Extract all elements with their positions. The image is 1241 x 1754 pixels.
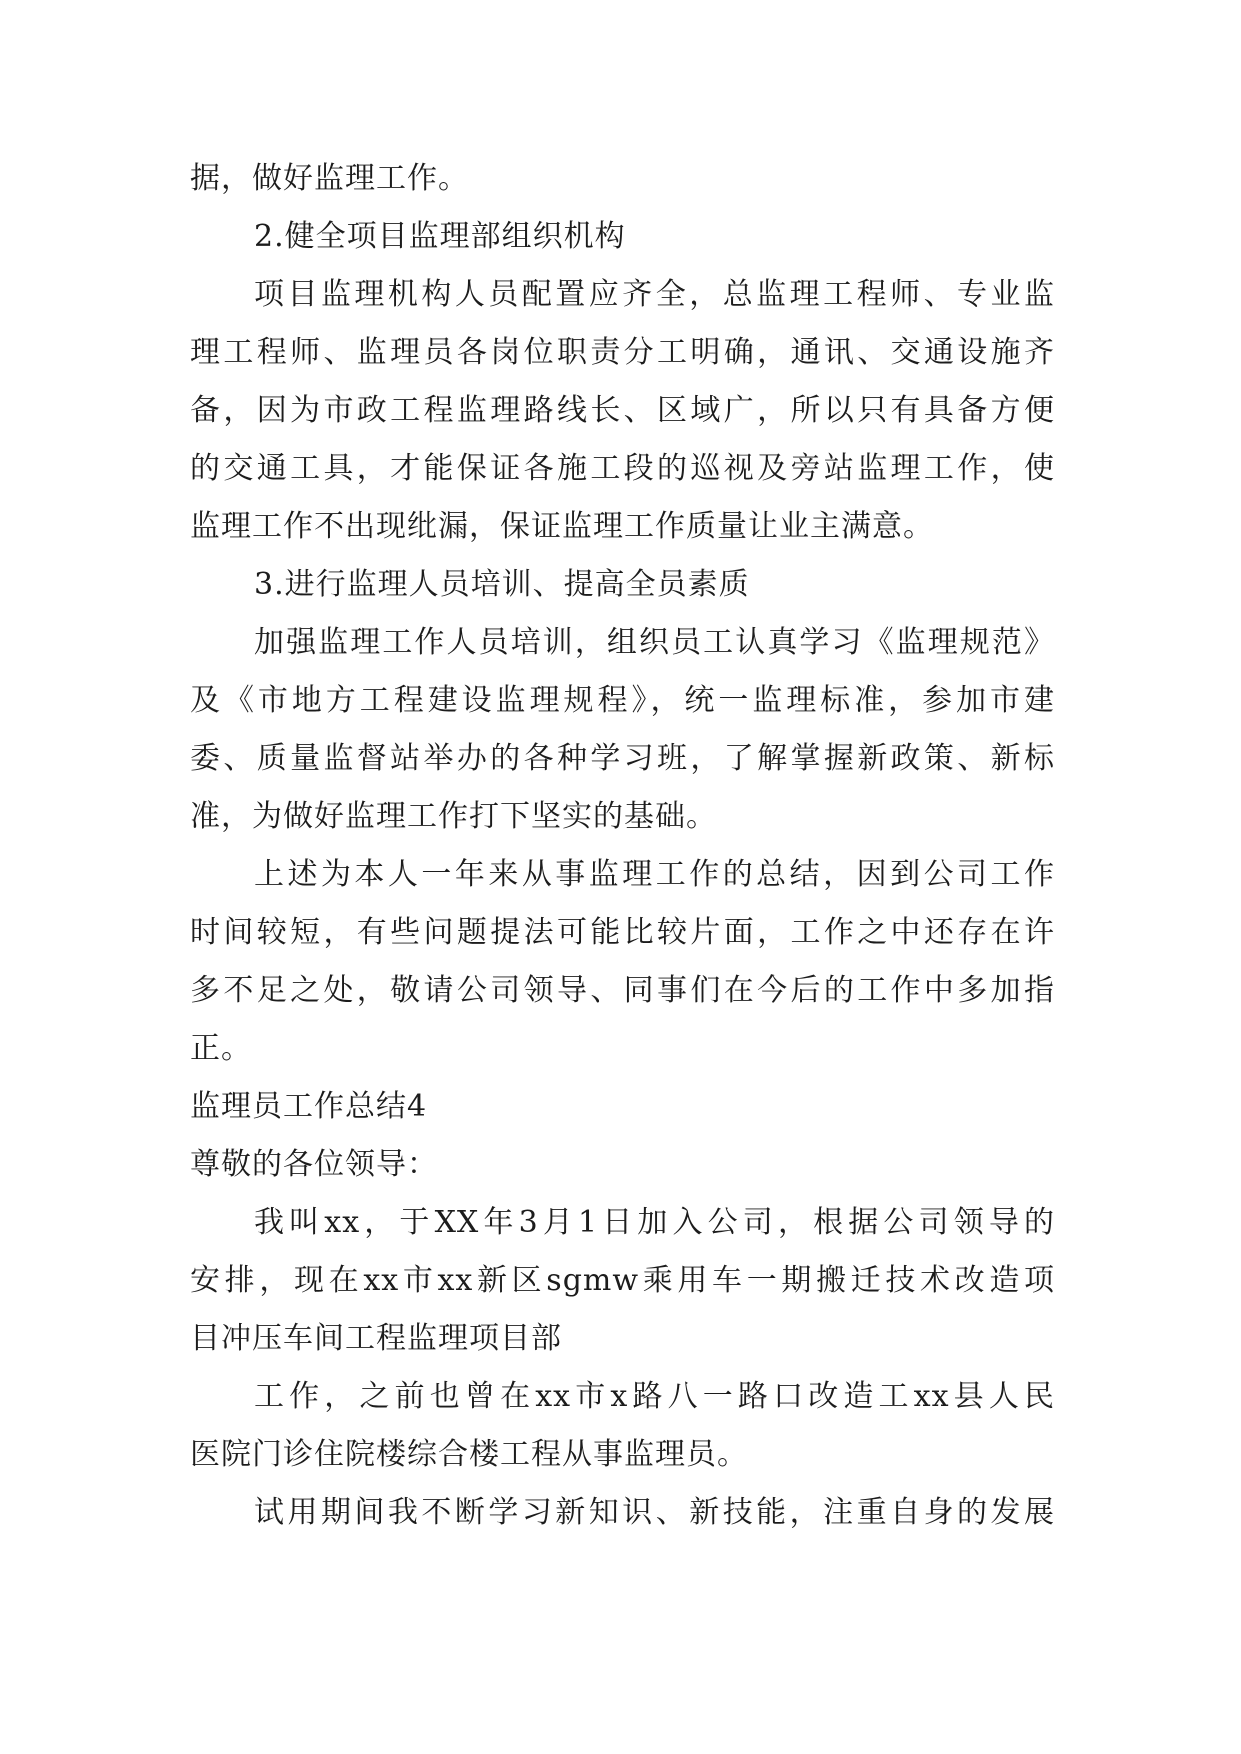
salutation: 尊敬的各位领导：	[190, 1147, 438, 1182]
document-section-title: 监理员工作总结4	[190, 1089, 428, 1124]
text-line-13: 上述为本人一年来从事监理工作的总结，因到公司工作	[254, 857, 1055, 892]
text-line-7: 监理工作不出现纰漏，保证监理工作质量让业主满意。	[190, 509, 934, 544]
text-line-19: 我叫xx，于XX年3月1日加入公司，根据公司领导的	[254, 1205, 1055, 1240]
text-line-24: 试用期间我不断学习新知识、新技能，注重自身的发展	[254, 1495, 1055, 1530]
text-line-3: 项目监理机构人员配置应齐全，总监理工程师、专业监	[254, 277, 1055, 312]
text-line-14: 时间较短，有些问题提法可能比较片面，工作之中还存在许	[190, 915, 1055, 950]
text-line-6: 的交通工具，才能保证各施工段的巡视及旁站监理工作，使	[190, 451, 1055, 486]
text-line-22: 工作，之前也曾在xx市x路八一路口改造工xx县人民	[254, 1379, 1055, 1414]
text-line-5: 备，因为市政工程监理路线长、区域广，所以只有具备方便	[190, 393, 1055, 428]
text-line-16: 正。	[190, 1031, 252, 1066]
section-heading-2: 2.健全项目监理部组织机构	[254, 219, 626, 254]
text-line-10: 及《市地方工程建设监理规程》，统一监理标准，参加市建	[190, 683, 1055, 718]
text-line-11: 委、质量监督站举办的各种学习班，了解掌握新政策、新标	[190, 741, 1055, 776]
text-line-4: 理工程师、监理员各岗位职责分工明确，通讯、交通设施齐	[190, 335, 1055, 370]
text-line-21: 目冲压车间工程监理项目部	[190, 1321, 562, 1356]
text-line-1: 据，做好监理工作。	[190, 161, 469, 196]
section-heading-3: 3.进行监理人员培训、提高全员素质	[254, 567, 750, 602]
text-line-9: 加强监理工作人员培训，组织员工认真学习《监理规范》	[254, 625, 1055, 660]
text-line-23: 医院门诊住院楼综合楼工程从事监理员。	[190, 1437, 748, 1472]
document-body	[190, 150, 1055, 1542]
text-line-20: 安排，现在xx市xx新区sgmw乘用车一期搬迁技术改造项	[190, 1263, 1055, 1298]
text-line-12: 准，为做好监理工作打下坚实的基础。	[190, 799, 717, 834]
text-line-15: 多不足之处，敬请公司领导、同事们在今后的工作中多加指	[190, 973, 1055, 1008]
